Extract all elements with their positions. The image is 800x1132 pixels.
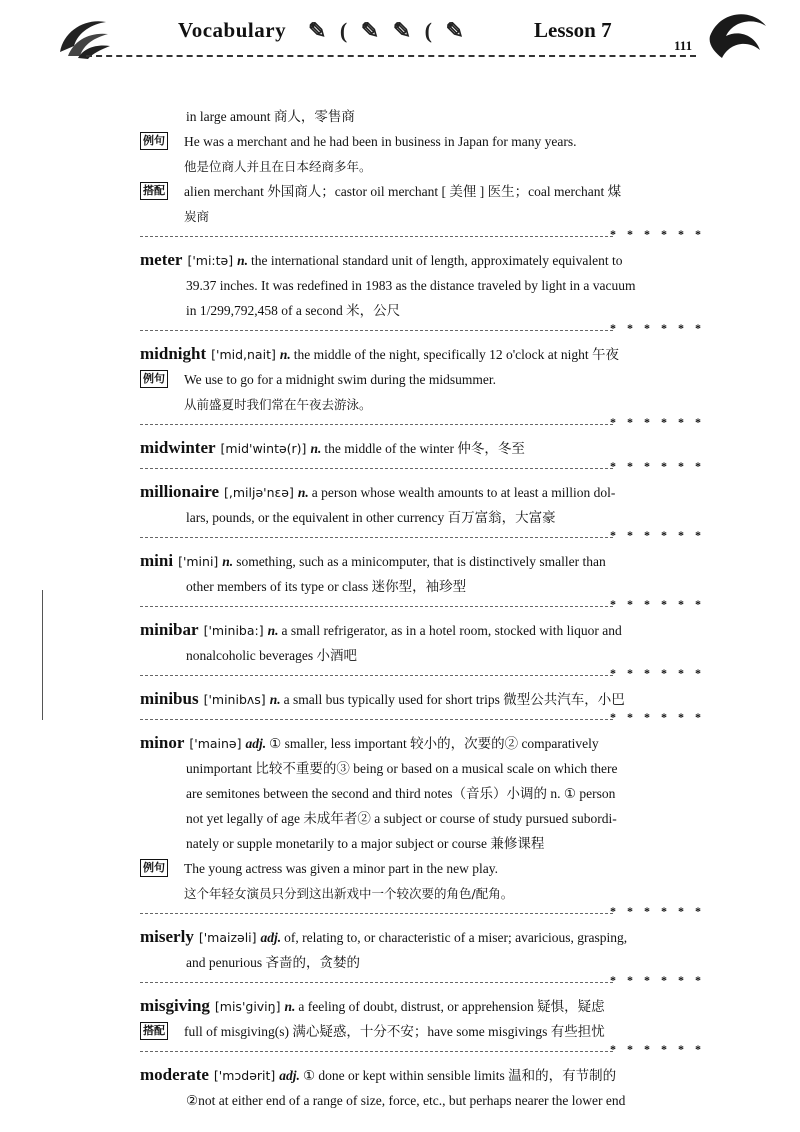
headword: midnight	[140, 344, 207, 363]
dictionary-page	[140, 100, 705, 1113]
part-of-speech: adj.	[279, 1068, 300, 1083]
headword: mini	[140, 551, 174, 570]
definition-line: not yet legally of age 未成年者② a subject or course of study pursued subordi-	[186, 811, 617, 826]
definition-line: nately or supple monetarily to a major subject or course 兼修课程	[186, 836, 545, 851]
phonetic: ['maizəli]	[198, 930, 257, 945]
headword: misgiving	[140, 996, 210, 1015]
entry-separator: * * * * * *	[140, 670, 705, 682]
entry-meter	[140, 247, 705, 323]
part-of-speech: adj.	[245, 736, 267, 751]
entry-millionaire	[140, 479, 705, 530]
phonetic: ['minibʌs]	[203, 692, 266, 707]
entry-minor	[140, 730, 705, 906]
definition: ① smaller, less important 较小的，次要的② comparatively	[269, 736, 599, 751]
part-of-speech: n.	[310, 441, 322, 456]
definition: a person whose wealth amounts to at least a million dol-	[311, 485, 616, 500]
phonetic: [mis'giviŋ]	[214, 999, 281, 1014]
entry-misgiving	[140, 993, 705, 1044]
part-of-speech: n.	[222, 554, 234, 569]
part-of-speech: n.	[284, 999, 296, 1014]
phonetic: ['mi:tə]	[187, 253, 234, 268]
entry-separator: * * * * * *	[140, 601, 705, 613]
entry-moderate	[140, 1062, 705, 1113]
entry-separator: * * * * * *	[140, 1046, 705, 1058]
collocation-line: full of misgiving(s) 满心疑惑，十分不安；have some misgivings 有些担忧	[184, 1024, 605, 1039]
phonetic: [,miljə'nεə]	[224, 485, 294, 500]
definition-line: in 1/299,792,458 of a second 米，公尺	[186, 303, 401, 318]
page-header	[0, 0, 800, 80]
entry-minibar	[140, 617, 705, 668]
entry-mini	[140, 548, 705, 599]
phonetic: ['mini]	[178, 554, 219, 569]
phonetic: ['mainə]	[189, 736, 242, 751]
page-number: 111	[674, 38, 693, 53]
definition: ① done or kept within sensible limits 温和的，有节制的	[302, 1068, 617, 1083]
entry-separator: * * * * * *	[140, 231, 705, 243]
collocation-tag: 搭配	[140, 1022, 168, 1040]
entry-midwinter	[140, 435, 705, 461]
definition: of, relating to, or characteristic of a miser; avaricious, grasping,	[284, 930, 628, 945]
part-of-speech: n.	[237, 253, 249, 268]
collocation-line: 炭商	[184, 209, 210, 224]
definition-line: lars, pounds, or the equivalent in other currency 百万富翁，大富豪	[186, 510, 556, 525]
definition: the international standard unit of length, approximately equivalent to	[251, 253, 623, 268]
definition-line: and penurious 吝啬的，贪婪的	[186, 955, 360, 970]
phonetic: ['miniba:]	[203, 623, 264, 638]
part-of-speech: n.	[269, 692, 281, 707]
example-tag: 例句	[140, 132, 168, 150]
part-of-speech: n.	[267, 623, 279, 638]
definition-line: in large amount 商人，零售商	[186, 109, 355, 124]
entry-midnight	[140, 341, 705, 417]
example-tag: 例句	[140, 370, 168, 388]
definition-line: are semitones between the second and third notes（音乐）小调的 n. ① person	[186, 786, 616, 801]
swirl-corner-icon	[700, 6, 772, 70]
headword: millionaire	[140, 482, 220, 501]
lesson-label: Lesson 7	[534, 18, 612, 42]
definition-line: 39.37 inches. It was redefined in 1983 as the distance traveled by light in a vacuum	[186, 278, 636, 293]
example-sentence: We use to go for a midnight swim during the midsummer.	[184, 372, 497, 387]
entry-separator: * * * * * *	[140, 463, 705, 475]
headword: minibar	[140, 620, 199, 639]
headword: meter	[140, 250, 183, 269]
entry-separator: * * * * * *	[140, 908, 705, 920]
collocation-line: alien merchant 外国商人；castor oil merchant [ 美俚 ] 医生；coal merchant 煤	[184, 184, 622, 199]
definition: the middle of the night, specifically 12 o'clock at night 午夜	[293, 347, 619, 362]
example-translation: 他是位商人并且在日本经商多年。	[184, 159, 372, 174]
example-translation: 这个年轻女演员只分到这出新戏中一个较次要的角色/配角。	[184, 886, 514, 901]
definition-line: unimportant 比较不重要的③ being or based on a musical scale on which there	[186, 761, 618, 776]
entry-separator: * * * * * *	[140, 977, 705, 989]
headword: minibus	[140, 689, 199, 708]
part-of-speech: n.	[297, 485, 309, 500]
entry-separator: * * * * * *	[140, 532, 705, 544]
entry-separator: * * * * * *	[140, 419, 705, 431]
entry-separator: * * * * * *	[140, 325, 705, 337]
example-sentence: He was a merchant and he had been in business in Japan for many years.	[184, 134, 577, 149]
definition: something, such as a minicomputer, that is distinctively smaller than	[236, 554, 606, 569]
example-sentence: The young actress was given a minor part in the new play.	[184, 861, 499, 876]
definition: the middle of the winter 仲冬，冬至	[324, 441, 525, 456]
phonetic: [mid'wintə(r)]	[220, 441, 307, 456]
headword: midwinter	[140, 438, 216, 457]
part-of-speech: n.	[279, 347, 291, 362]
swirl-logo-icon	[56, 12, 112, 60]
example-translation: 从前盛夏时我们常在午夜去游泳。	[184, 397, 372, 412]
entry-merchant-continuation	[140, 104, 705, 229]
example-tag: 例句	[140, 859, 168, 877]
entry-minibus	[140, 686, 705, 712]
header-rule	[86, 55, 696, 57]
definition: a small bus typically used for short trips 微型公共汽车，小巴	[283, 692, 625, 707]
header-decoration: ✎ ( ✎ ✎ ( ✎	[308, 18, 468, 43]
headword: minor	[140, 733, 185, 752]
definition-line: other members of its type or class 迷你型，袖珍型	[186, 579, 467, 594]
definition-line: ②not at either end of a range of size, force, etc., but perhaps nearer the lower end	[186, 1093, 626, 1108]
headword: miserly	[140, 927, 194, 946]
part-of-speech: adj.	[260, 930, 282, 945]
entry-separator: * * * * * *	[140, 714, 705, 726]
definition-line: nonalcoholic beverages 小酒吧	[186, 648, 357, 663]
margin-line	[42, 590, 43, 720]
phonetic: ['mid,nait]	[211, 347, 276, 362]
collocation-tag: 搭配	[140, 182, 168, 200]
definition: a small refrigerator, as in a hotel room, stocked with liquor and	[281, 623, 622, 638]
entry-miserly	[140, 924, 705, 975]
headword: moderate	[140, 1065, 209, 1084]
section-title: Vocabulary	[178, 18, 287, 42]
definition: a feeling of doubt, distrust, or apprehension 疑惧，疑虑	[298, 999, 605, 1014]
phonetic: ['mɔdərit]	[213, 1068, 276, 1083]
